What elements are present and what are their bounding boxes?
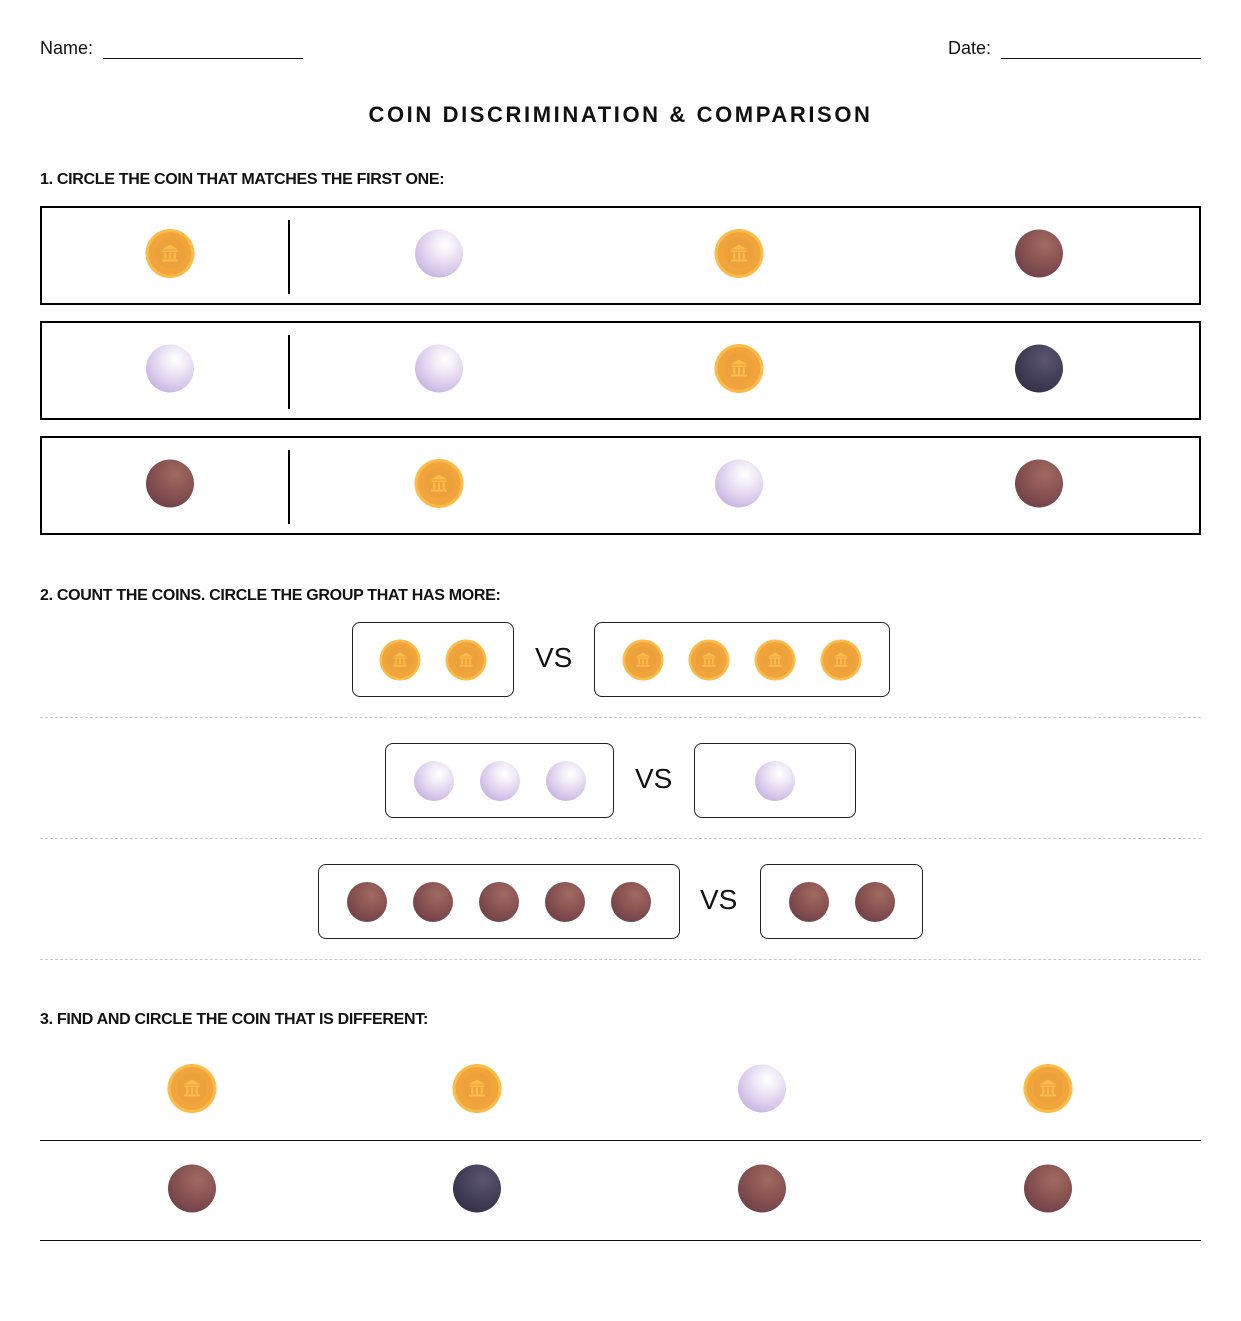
silver-coin-icon[interactable] <box>415 229 463 277</box>
silver-coin-icon[interactable] <box>546 761 586 801</box>
gold-coin-bank-icon[interactable] <box>821 640 861 680</box>
option-coin-slot[interactable] <box>1015 229 1063 282</box>
match-row-1 <box>40 206 1201 305</box>
match-row-2 <box>40 321 1201 420</box>
copper-coin-icon[interactable] <box>855 882 895 922</box>
copper-coin-icon[interactable] <box>738 1164 786 1212</box>
bank-icon <box>728 242 749 263</box>
option-coin-slot[interactable] <box>415 229 463 282</box>
dashed-divider <box>40 959 1201 960</box>
bank-icon <box>700 650 718 668</box>
copper-coin-icon[interactable] <box>1015 459 1063 507</box>
gold-coin-bank-icon[interactable] <box>715 344 763 392</box>
header-row <box>40 38 1201 62</box>
name-label: Name: <box>40 38 94 58</box>
section-2-heading: 2. COUNT THE COINS. CIRCLE THE GROUP THAT HAS MORE: <box>40 587 501 604</box>
copper-coin-icon[interactable] <box>611 882 651 922</box>
bank-icon <box>728 357 749 378</box>
gold-coin-bank-icon[interactable] <box>146 229 194 277</box>
coin-slot[interactable] <box>168 1164 216 1217</box>
target-coin-slot[interactable] <box>146 459 194 512</box>
option-coin-slot[interactable] <box>715 344 763 397</box>
compare-row-2 <box>0 743 1241 819</box>
vs-label: VS <box>535 642 573 673</box>
coin-slot[interactable] <box>738 1064 786 1117</box>
right-coin-group[interactable] <box>760 864 923 939</box>
copper-coin-icon[interactable] <box>789 882 829 922</box>
gold-coin-bank-icon[interactable] <box>689 640 729 680</box>
option-coin-slot[interactable] <box>1015 344 1063 397</box>
name-field[interactable] <box>40 38 303 59</box>
right-coin-group[interactable] <box>694 743 856 818</box>
bank-icon <box>832 650 850 668</box>
coin-slot[interactable] <box>453 1164 501 1217</box>
silver-coin-icon[interactable] <box>414 761 454 801</box>
silver-coin-icon[interactable] <box>715 459 763 507</box>
bank-icon <box>391 650 409 668</box>
gold-coin-bank-icon[interactable] <box>453 1064 501 1112</box>
option-coin-slot[interactable] <box>715 459 763 512</box>
compare-row-1 <box>0 622 1241 698</box>
different-row-2 <box>40 1141 1201 1241</box>
page-title: COIN DISCRIMINATION & COMPARISON <box>368 102 873 127</box>
copper-coin-icon[interactable] <box>545 882 585 922</box>
silver-coin-icon[interactable] <box>146 344 194 392</box>
vs-label: VS <box>700 884 738 915</box>
divider-line <box>288 450 290 524</box>
gold-coin-bank-icon[interactable] <box>1024 1064 1072 1112</box>
divider-line <box>288 335 290 409</box>
match-row-3 <box>40 436 1201 535</box>
silver-coin-icon[interactable] <box>480 761 520 801</box>
coin-slot[interactable] <box>1024 1064 1072 1117</box>
right-coin-group[interactable] <box>594 622 890 697</box>
gold-coin-bank-icon[interactable] <box>623 640 663 680</box>
gold-coin-bank-icon[interactable] <box>380 640 420 680</box>
bank-icon <box>466 1077 487 1098</box>
bank-icon <box>159 242 180 263</box>
vs-label: VS <box>635 763 673 794</box>
option-coin-slot[interactable] <box>415 459 463 512</box>
option-coin-slot[interactable] <box>1015 459 1063 512</box>
dark-coin-icon[interactable] <box>1015 344 1063 392</box>
dashed-divider <box>40 717 1201 718</box>
copper-coin-icon[interactable] <box>347 882 387 922</box>
option-coin-slot[interactable] <box>415 344 463 397</box>
silver-coin-icon[interactable] <box>415 344 463 392</box>
bank-icon <box>1037 1077 1058 1098</box>
coin-slot[interactable] <box>168 1064 216 1117</box>
section-1-heading: 1. CIRCLE THE COIN THAT MATCHES THE FIRST ONE: <box>40 171 445 188</box>
dark-coin-icon[interactable] <box>453 1164 501 1212</box>
dashed-divider <box>40 838 1201 839</box>
divider-line <box>288 220 290 294</box>
bank-icon <box>428 472 449 493</box>
gold-coin-bank-icon[interactable] <box>755 640 795 680</box>
copper-coin-icon[interactable] <box>1024 1164 1072 1212</box>
section-3-heading: 3. FIND AND CIRCLE THE COIN THAT IS DIFFERENT: <box>40 1011 428 1028</box>
date-label: Date: <box>947 38 991 58</box>
silver-coin-icon[interactable] <box>738 1064 786 1112</box>
different-row-1 <box>40 1041 1201 1141</box>
date-field[interactable] <box>948 38 1201 59</box>
compare-row-3 <box>0 864 1241 940</box>
name-input-line[interactable] <box>103 41 303 59</box>
copper-coin-icon[interactable] <box>1015 229 1063 277</box>
date-input-line[interactable] <box>1001 41 1201 59</box>
option-coin-slot[interactable] <box>715 229 763 282</box>
left-coin-group[interactable] <box>352 622 514 697</box>
left-coin-group[interactable] <box>318 864 680 939</box>
silver-coin-icon[interactable] <box>755 761 795 801</box>
coin-slot[interactable] <box>738 1164 786 1217</box>
target-coin-slot[interactable] <box>146 229 194 282</box>
left-coin-group[interactable] <box>385 743 614 818</box>
gold-coin-bank-icon[interactable] <box>446 640 486 680</box>
bank-icon <box>181 1077 202 1098</box>
copper-coin-icon[interactable] <box>479 882 519 922</box>
gold-coin-bank-icon[interactable] <box>168 1064 216 1112</box>
copper-coin-icon[interactable] <box>146 459 194 507</box>
bank-icon <box>634 650 652 668</box>
gold-coin-bank-icon[interactable] <box>415 459 463 507</box>
copper-coin-icon[interactable] <box>413 882 453 922</box>
bank-icon <box>766 650 784 668</box>
coin-slot[interactable] <box>453 1064 501 1117</box>
gold-coin-bank-icon[interactable] <box>715 229 763 277</box>
target-coin-slot[interactable] <box>146 344 194 397</box>
coin-slot[interactable] <box>1024 1164 1072 1217</box>
bank-icon <box>457 650 475 668</box>
copper-coin-icon[interactable] <box>168 1164 216 1212</box>
